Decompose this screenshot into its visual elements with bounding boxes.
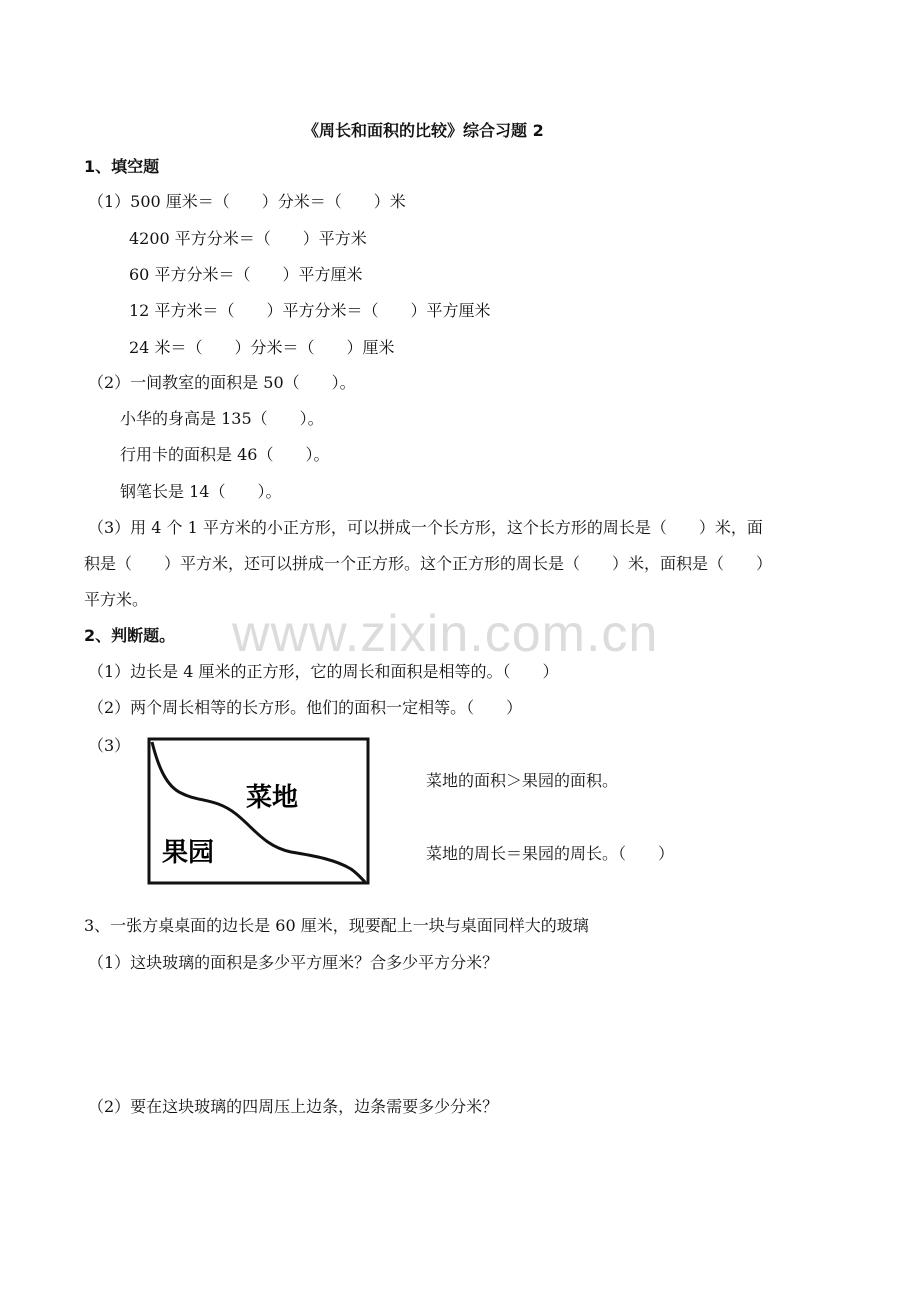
- s1-q3-line3: 平方米。: [84, 590, 149, 609]
- s1-q2-line4: 钢笔长是 14（ ）。: [120, 482, 282, 501]
- s2-statement1: 菜地的面积＞果园的面积。: [426, 771, 619, 790]
- section3-heading: 3、一张方桌桌面的边长是 60 厘米，现要配上一块与桌面同样大的玻璃: [84, 916, 589, 935]
- s1-q1-line4: 12 平方米＝（ ）平方分米＝（ ）平方厘米: [129, 301, 491, 320]
- s2-item1: （1）边长是 4 厘米的正方形，它的周长和面积是相等的。（ ）: [88, 662, 559, 681]
- watermark: www.zixin.com.cn: [232, 605, 659, 663]
- garden-figure: [146, 736, 372, 888]
- s2-item2: （2）两个周长相等的长方形。他们的面积一定相等。（ ）: [88, 698, 523, 717]
- s1-q3-line2: 积是（ ）平方米，还可以拼成一个正方形。这个正方形的周长是（ ）米，面积是（ ）: [84, 554, 773, 573]
- s1-q3-line1: （3）用 4 个 1 平方米的小正方形，可以拼成一个长方形，这个长方形的周长是（ ）米，面: [88, 518, 763, 537]
- s3-q1: （1）这块玻璃的面积是多少平方厘米？合多少平方分米？: [88, 953, 499, 972]
- s1-q1-line1: （1）500 厘米＝（ ）分米＝（ ）米: [88, 192, 406, 211]
- s1-q2-line2: 小华的身高是 135（ ）。: [120, 409, 324, 428]
- label-orchard: 果园: [162, 838, 215, 868]
- s2-item3-label: （3）: [88, 736, 131, 755]
- s1-q1-line3: 60 平方分米＝（ ）平方厘米: [129, 265, 363, 284]
- s1-q2-line1: （2）一间教室的面积是 50（ ）。: [88, 373, 356, 392]
- s2-statement2: 菜地的周长＝果园的周长。（ ）: [426, 844, 675, 863]
- s3-q2: （2）要在这块玻璃的四周压上边条，边条需要多少分米？: [88, 1097, 499, 1116]
- section2-heading: 2、判断题。: [84, 626, 176, 645]
- s1-q1-line5: 24 米＝（ ）分米＝（ ）厘米: [129, 338, 395, 357]
- s1-q2-line3: 行用卡的面积是 46（ ）。: [120, 445, 330, 464]
- s1-q1-line2: 4200 平方分米＝（ ）平方米: [129, 229, 367, 248]
- page-title: 《周长和面积的比较》综合习题 2: [303, 121, 544, 140]
- label-vegetable-plot: 菜地: [246, 783, 299, 813]
- section1-heading: 1、填空题: [84, 157, 160, 176]
